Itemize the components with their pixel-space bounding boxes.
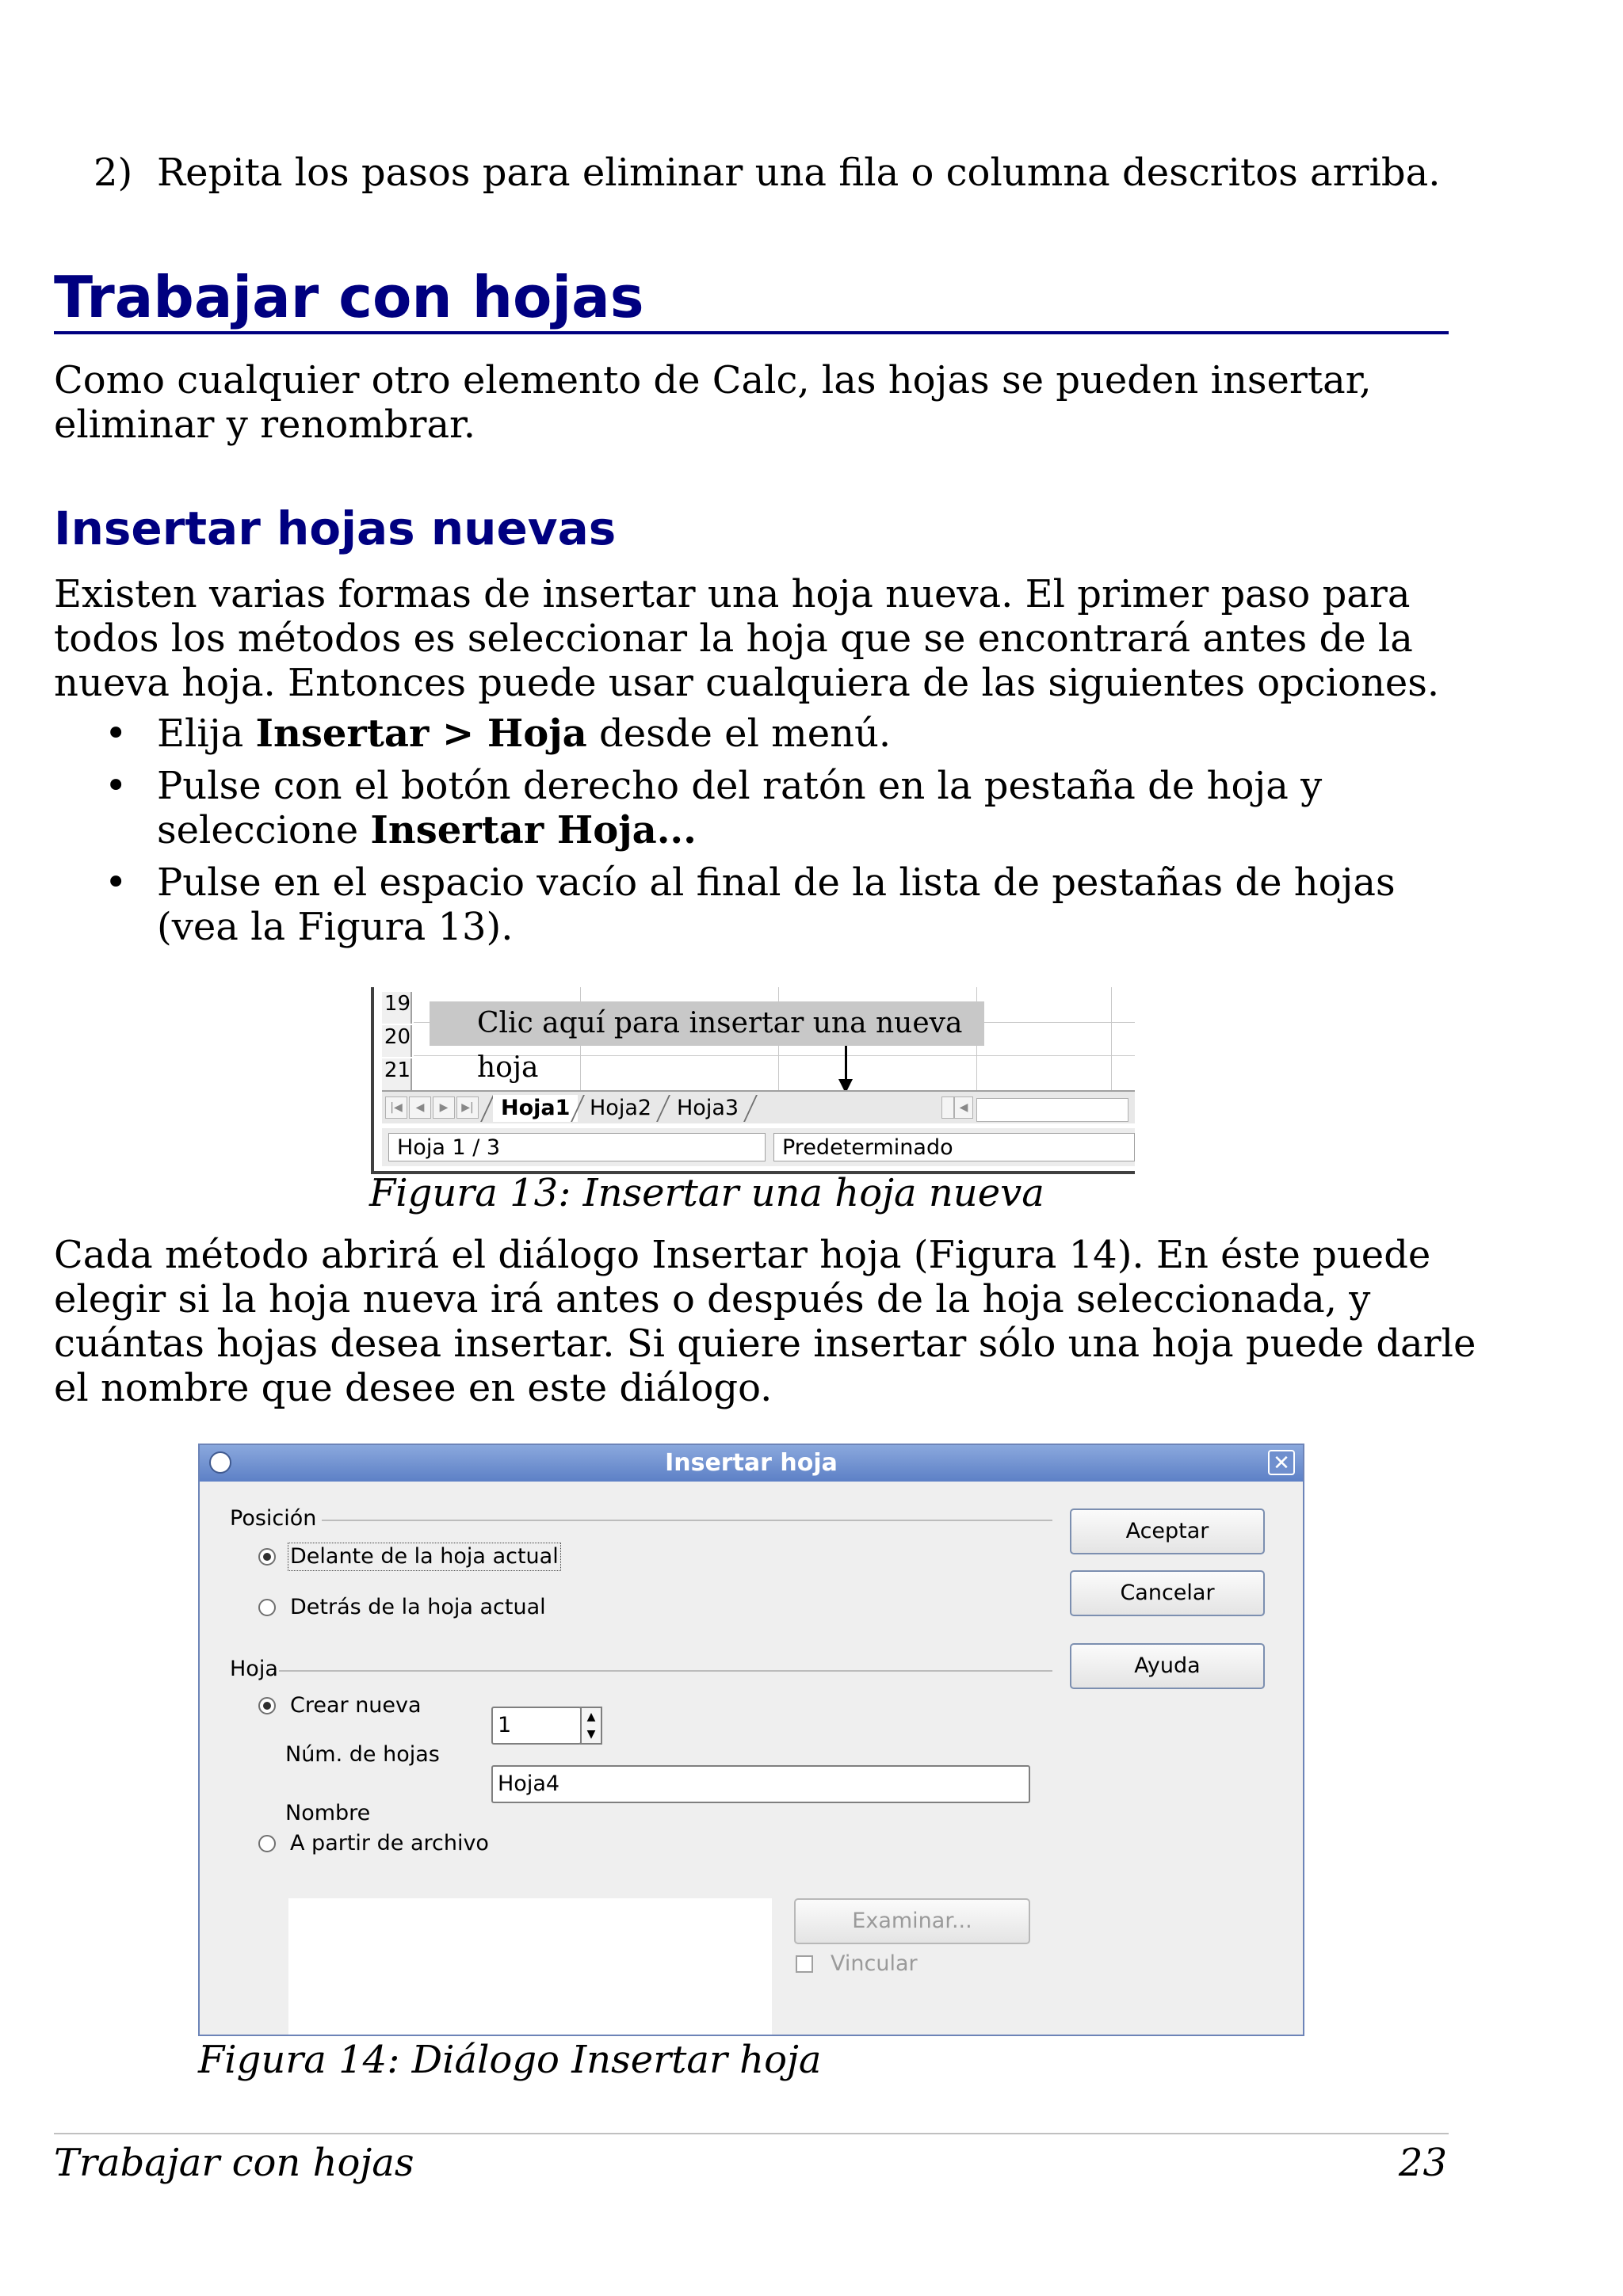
status-page-style: Predeterminado <box>773 1133 1135 1161</box>
bullet-icon: • <box>105 860 128 905</box>
subsection-heading: Insertar hojas nuevas <box>54 502 617 555</box>
status-sheet-count: Hoja 1 / 3 <box>388 1133 766 1161</box>
sheet-tab-bar <box>382 1090 1135 1123</box>
figure-13-caption: Figura 13: Insertar una hoja nueva <box>369 1171 1044 1215</box>
step-number: 2) <box>94 151 133 195</box>
before-current-radio[interactable] <box>258 1548 276 1566</box>
sheet-section-label: Hoja <box>230 1657 278 1681</box>
spin-arrows-icon[interactable]: ▲ ▼ <box>580 1707 602 1745</box>
from-file-radio[interactable] <box>258 1835 276 1852</box>
tab-hoja3[interactable]: Hoja3 <box>677 1096 739 1120</box>
last-sheet-icon[interactable]: ▶| <box>456 1097 479 1119</box>
create-new-radio[interactable] <box>258 1697 276 1714</box>
dialog-titlebar[interactable] <box>200 1445 1303 1482</box>
section-divider <box>279 1670 1052 1672</box>
footer-rule <box>54 2133 1449 2134</box>
bullet-icon: • <box>105 711 128 756</box>
tab-hoja1[interactable]: Hoja1 <box>493 1095 578 1122</box>
grid-line <box>1111 987 1112 1090</box>
tab-hoja2[interactable]: Hoja2 <box>590 1096 652 1120</box>
after-current-label[interactable]: Detrás de la hoja actual <box>290 1595 546 1619</box>
from-file-label[interactable]: A partir de archivo <box>290 1831 489 1855</box>
heading-rule <box>54 331 1449 334</box>
footer-section-title: Trabajar con hojas <box>54 2141 414 2185</box>
before-current-label[interactable]: Delante de la hoja actual <box>290 1544 559 1569</box>
intro-paragraph: Como cualquier otro elemento de Calc, las hojas se pueden insertar, eliminar y renombrar. <box>54 358 1372 447</box>
methods-paragraph: Existen varias formas de insertar una hoja nueva. El primer paso para todos los métodos es seleccionar la hoja que se encontrará antes de la nueva hoja. Entonces puede usar cualquiera de las siguientes opciones. <box>54 572 1440 705</box>
tab-split-handle[interactable] <box>941 1097 954 1119</box>
first-sheet-icon[interactable]: |◀ <box>385 1097 407 1119</box>
position-section-label: Posición <box>230 1506 317 1531</box>
help-button[interactable]: Ayuda <box>1070 1643 1265 1689</box>
dialog-title: Insertar hoja <box>665 1449 838 1477</box>
browse-button[interactable]: Examinar... <box>794 1898 1030 1944</box>
next-sheet-icon[interactable]: ▶ <box>433 1097 455 1119</box>
status-bar <box>382 1128 1135 1166</box>
cancel-button[interactable]: Cancelar <box>1070 1570 1265 1616</box>
row-header: 19 <box>382 992 412 1024</box>
name-label: Nombre <box>285 1801 371 1825</box>
row-header: 21 <box>382 1058 412 1090</box>
bullet-list <box>54 711 1480 957</box>
horizontal-scrollbar[interactable] <box>976 1098 1128 1122</box>
figure-14-caption: Figura 14: Diálogo Insertar hoja <box>198 2038 822 2082</box>
page-number: 23 <box>1398 2141 1447 2185</box>
num-sheets-label: Núm. de hojas <box>285 1742 440 1767</box>
figure-13-sheet-tabs <box>371 987 1135 1174</box>
link-checkbox[interactable] <box>796 1955 813 1973</box>
name-field[interactable]: Hoja4 <box>491 1765 1030 1803</box>
ok-button[interactable]: Aceptar <box>1070 1508 1265 1554</box>
after-current-radio[interactable] <box>258 1599 276 1616</box>
section-divider <box>322 1520 1052 1521</box>
scroll-left-icon[interactable]: ◀ <box>954 1097 973 1119</box>
prev-sheet-icon[interactable]: ◀ <box>409 1097 431 1119</box>
file-list-box[interactable] <box>288 1898 772 2036</box>
list-item: • Elija Insertar > Hoja desde el menú. <box>105 711 892 756</box>
list-item: • Pulse en el espacio vacío al final de la lista de pestañas de hojas (vea la Figura 13). <box>105 860 1396 949</box>
step-text: Repita los pasos para eliminar una fila o columna descritos arriba. <box>157 151 1441 195</box>
close-icon[interactable]: ✕ <box>1268 1450 1295 1475</box>
dialog-paragraph: Cada método abrirá el diálogo Insertar hoja (Figura 14). En éste puede elegir si la hoja nueva irá antes o después de la hoja seleccionada, y cuántas hojas desea insertar. Si quiere insertar sólo una hoja puede darle el nombre que desee en este diálogo. <box>54 1233 1476 1410</box>
list-item: • Pulse con el botón derecho del ratón en la pestaña de hoja y seleccione Insertar Hoja... <box>105 764 1323 852</box>
create-new-label[interactable]: Crear nueva <box>290 1693 422 1718</box>
num-sheets-stepper[interactable]: 1 <box>491 1707 582 1745</box>
section-heading: Trabajar con hojas <box>54 264 644 330</box>
callout-note: Clic aquí para insertar una nueva hoja <box>430 1001 984 1046</box>
bullet-icon: • <box>105 764 128 808</box>
insert-sheet-dialog <box>198 1444 1304 2036</box>
row-header: 20 <box>382 1025 412 1057</box>
link-label[interactable]: Vincular <box>831 1951 918 1976</box>
